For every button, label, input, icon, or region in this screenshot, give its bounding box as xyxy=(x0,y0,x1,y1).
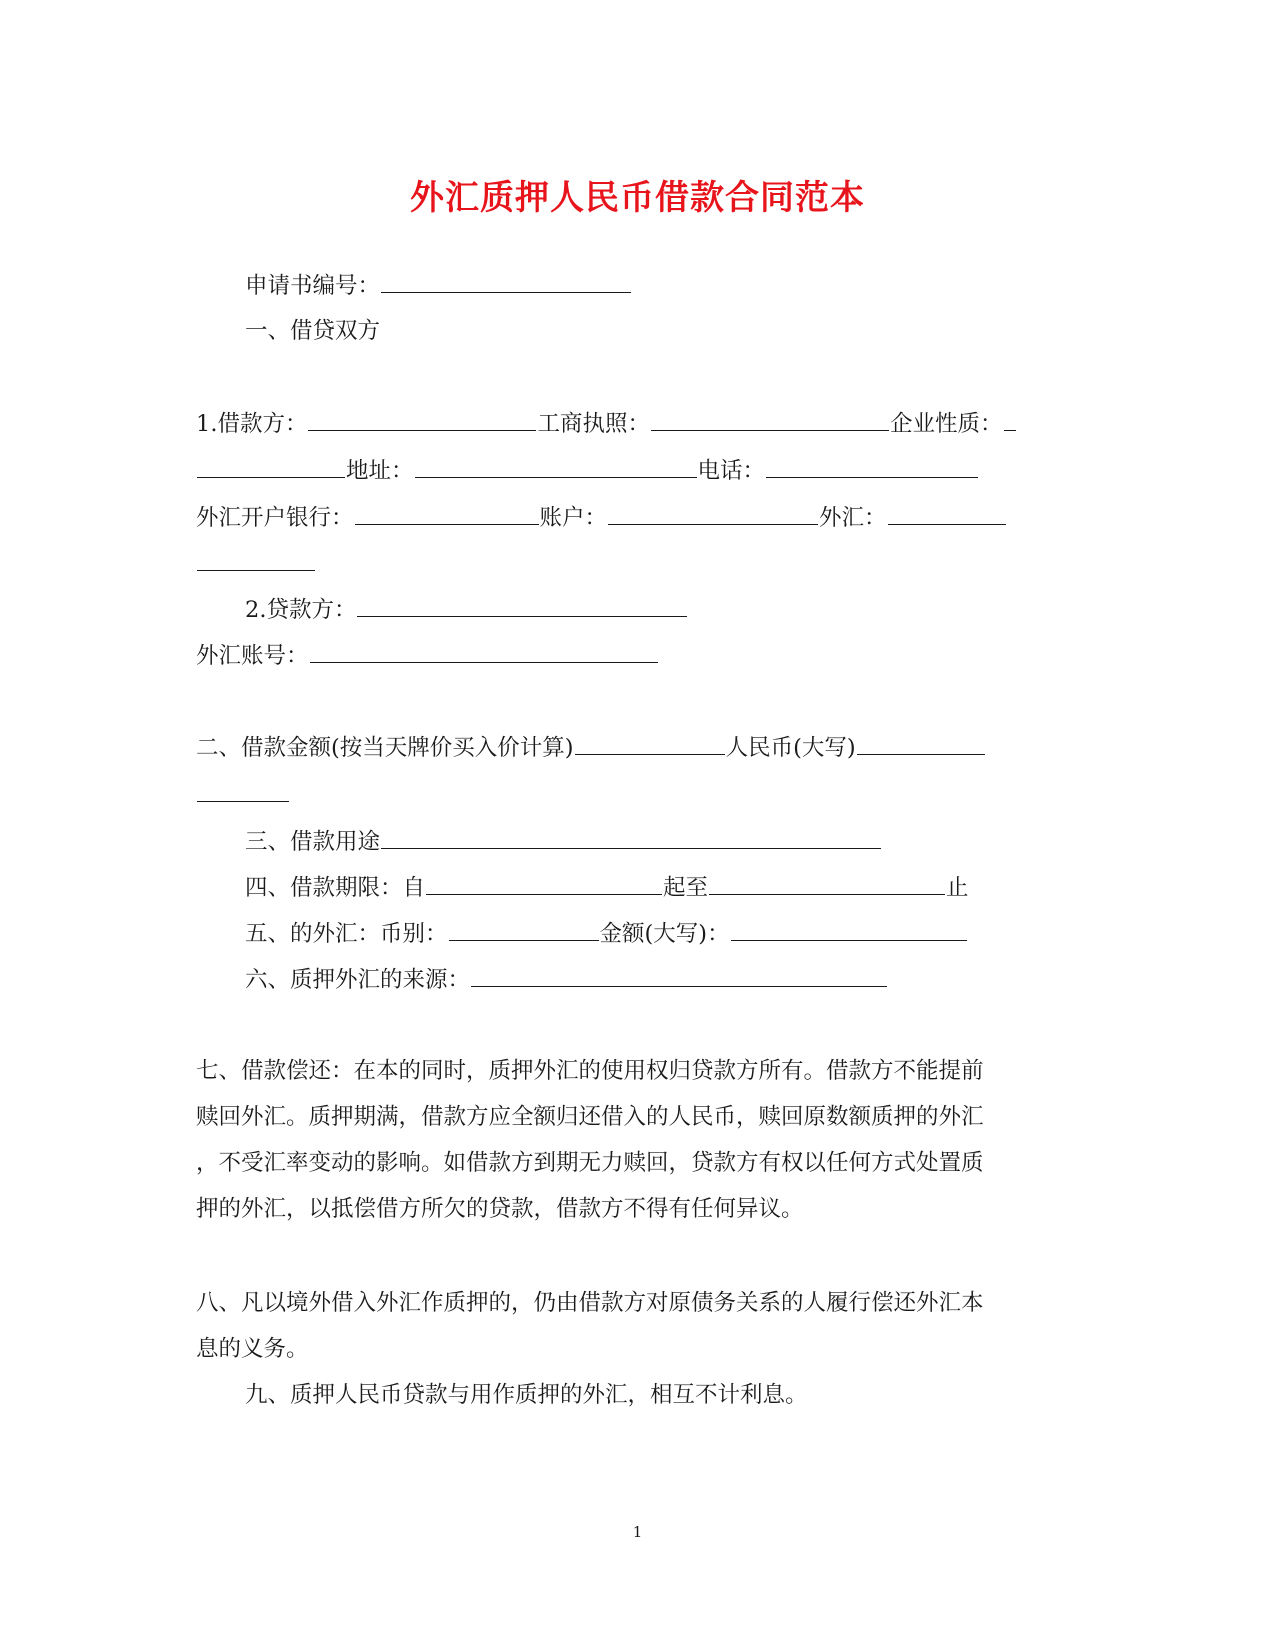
application-number-blank xyxy=(381,270,631,293)
address-phone-line xyxy=(196,455,979,486)
lender-blank xyxy=(357,594,687,617)
lender-line xyxy=(245,594,688,625)
application-number-label: 申请书编号： xyxy=(245,273,381,299)
loan-term-label: 四、借款期限：自 xyxy=(245,875,426,901)
application-number-line xyxy=(245,270,632,301)
section-8-line-1: 八、凡以境外借入外汇作质押的，仍由借款方对原债务关系的人履行偿还外汇本 xyxy=(196,1290,984,1316)
fx-account-line xyxy=(196,640,659,671)
fx-account-blank xyxy=(310,640,658,663)
currency-blank xyxy=(449,918,599,941)
term-start-blank xyxy=(426,872,662,895)
rmb-upper-label: 人民币(大写) xyxy=(725,735,856,761)
loan-purpose-label: 三、借款用途 xyxy=(245,829,381,855)
from-label: 起至 xyxy=(663,875,709,901)
enterprise-nature-blank-start xyxy=(1004,408,1016,431)
address-blank xyxy=(415,455,697,478)
address-label: 地址： xyxy=(346,458,414,484)
section-7-line-3: ，不受汇率变动的影响。如借款方到期无力赎回，贷款方有权以任何方式处置质 xyxy=(196,1150,984,1176)
fx-label: 外汇： xyxy=(819,505,887,531)
loan-purpose-blank xyxy=(381,826,881,849)
section-7-line-2: 赎回外汇。质押期满，借款方应全额归还借入的人民币，赎回原数额质押的外汇 xyxy=(196,1104,984,1130)
enterprise-nature-label: 企业性质： xyxy=(889,411,1003,437)
phone-blank xyxy=(766,455,978,478)
fx-blank-continuation xyxy=(196,548,316,579)
phone-label: 电话： xyxy=(697,458,766,484)
business-license-blank xyxy=(651,408,889,431)
rmb-upper-blank-start xyxy=(857,732,985,755)
enterprise-nature-blank-end xyxy=(197,455,345,478)
section-8-line-2: 息的义务。 xyxy=(196,1336,309,1362)
fx-account-label: 外汇账号： xyxy=(196,643,309,669)
loan-amount-label: 二、借款金额(按当天牌价买入价计算) xyxy=(196,735,574,761)
amount-upper-label: 金额(大写)： xyxy=(599,921,730,947)
term-end-blank xyxy=(709,872,945,895)
fx-source-label: 六、质押外汇的来源： xyxy=(245,967,471,993)
loan-amount-blank xyxy=(575,732,725,755)
section-3-line xyxy=(245,826,882,857)
section-6-line xyxy=(245,964,888,995)
rmb-upper-continuation xyxy=(196,779,290,810)
borrower-label: 1.借款方： xyxy=(196,411,308,437)
section-2-line xyxy=(196,732,986,763)
section-7-line-4: 押的外汇，以抵偿借方所欠的贷款，借款方不得有任何异议。 xyxy=(196,1196,804,1222)
borrower-line xyxy=(196,408,1017,439)
fx-bank-label: 外汇开户银行： xyxy=(196,505,354,531)
section-9-line: 九、质押人民币贷款与用作质押的外汇，相互不计利息。 xyxy=(245,1382,808,1408)
until-label: 止 xyxy=(946,875,969,901)
fx-bank-blank xyxy=(355,502,539,525)
currency-label: 五、的外汇：币别： xyxy=(245,921,448,947)
fx-bank-line xyxy=(196,502,1007,533)
business-license-label: 工商执照： xyxy=(537,411,650,437)
account-label: 账户： xyxy=(539,505,608,531)
section-1-heading: 一、借贷双方 xyxy=(245,318,381,344)
account-blank xyxy=(608,502,818,525)
rmb-upper-blank-end xyxy=(197,779,289,802)
fx-blank-end xyxy=(197,548,315,571)
section-4-line xyxy=(245,872,969,903)
document-title: 外汇质押人民币借款合同范本 xyxy=(410,178,865,218)
page-number: 1 xyxy=(632,1523,643,1541)
fx-blank-start xyxy=(888,502,1006,525)
fx-source-blank xyxy=(471,964,887,987)
section-7-line-1: 七、借款偿还：在本的同时，质押外汇的使用权归贷款方所有。借款方不能提前 xyxy=(196,1058,984,1084)
borrower-blank xyxy=(308,408,536,431)
amount-upper-blank xyxy=(731,918,967,941)
section-5-line xyxy=(245,918,968,949)
lender-label: 2.贷款方： xyxy=(245,597,357,623)
